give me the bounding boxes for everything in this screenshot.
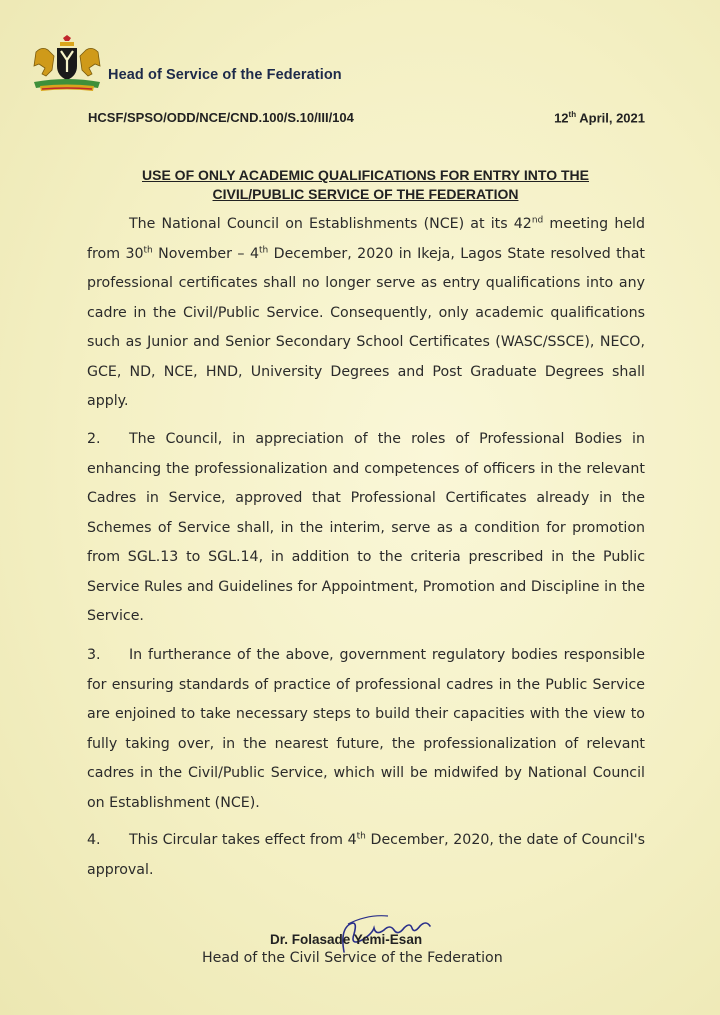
signatory-name: Dr. Folasade Yemi-Esan (270, 932, 423, 947)
paragraph-3: 3. In furtherance of the above, government regulatory bodies responsible for ensuring standards of practice of professional cadres in the Public Service are enjoined to take necessary steps to build their capacities with the view to fully taking over, in the nearest future, the professionalization of relevant cadres in the Civil/Public Service, which will be midwifed by National Council on Establishment (NCE). (87, 641, 645, 818)
paragraph-number: 3. (87, 647, 101, 663)
paragraph-1: The National Council on Establishments (NCE) at its 42nd meeting held from 30th November – 4th December, 2020 in Ikeja, Lagos State resolved that professional certificates shall no longer serve as entry qualifications into any cadre in the Civil/Public Service. Consequently, only academic qualifications such as Junior and Senior Secondary School Certificates (WASC/SSCE), NECO, GCE, ND, NCE, HND, University Degrees and Post Graduate Degrees shall apply. (87, 215, 646, 409)
letter-date: 12th April, 2021 (554, 110, 645, 126)
paragraph-number: 2. (87, 431, 101, 447)
paragraph-4: 4. This Circular takes effect from 4th December, 2020, the date of Council's approval. (87, 826, 645, 885)
paragraph-number: 4. (87, 832, 101, 848)
coat-of-arms-icon (30, 34, 104, 96)
circular-title: USE OF ONLY ACADEMIC QUALIFICATIONS FOR ENTRY INTO THE CIVIL/PUBLIC SERVICE OF THE FEDERATION (142, 167, 589, 202)
paragraph-2: 2. The Council, in appreciation of the roles of Professional Bodies in enhancing the professionalization and competences of officers in the relevant Cadres in Service, approved that Professional Certificates already in the Schemes of Service shall, in the interim, serve as a condition for promotion from SGL.13 to SGL.14, in addition to the criteria prescribed in the Public Service Rules and Guidelines for Appointment, Promotion and Discipline in the Service. (87, 425, 645, 632)
reference-number: HCSF/SPSO/ODD/NCE/CND.100/S.10/III/104 (88, 110, 354, 125)
signatory-title: Head of the Civil Service of the Federation (202, 950, 503, 966)
agency-name: Head of Service of the Federation (108, 67, 342, 83)
